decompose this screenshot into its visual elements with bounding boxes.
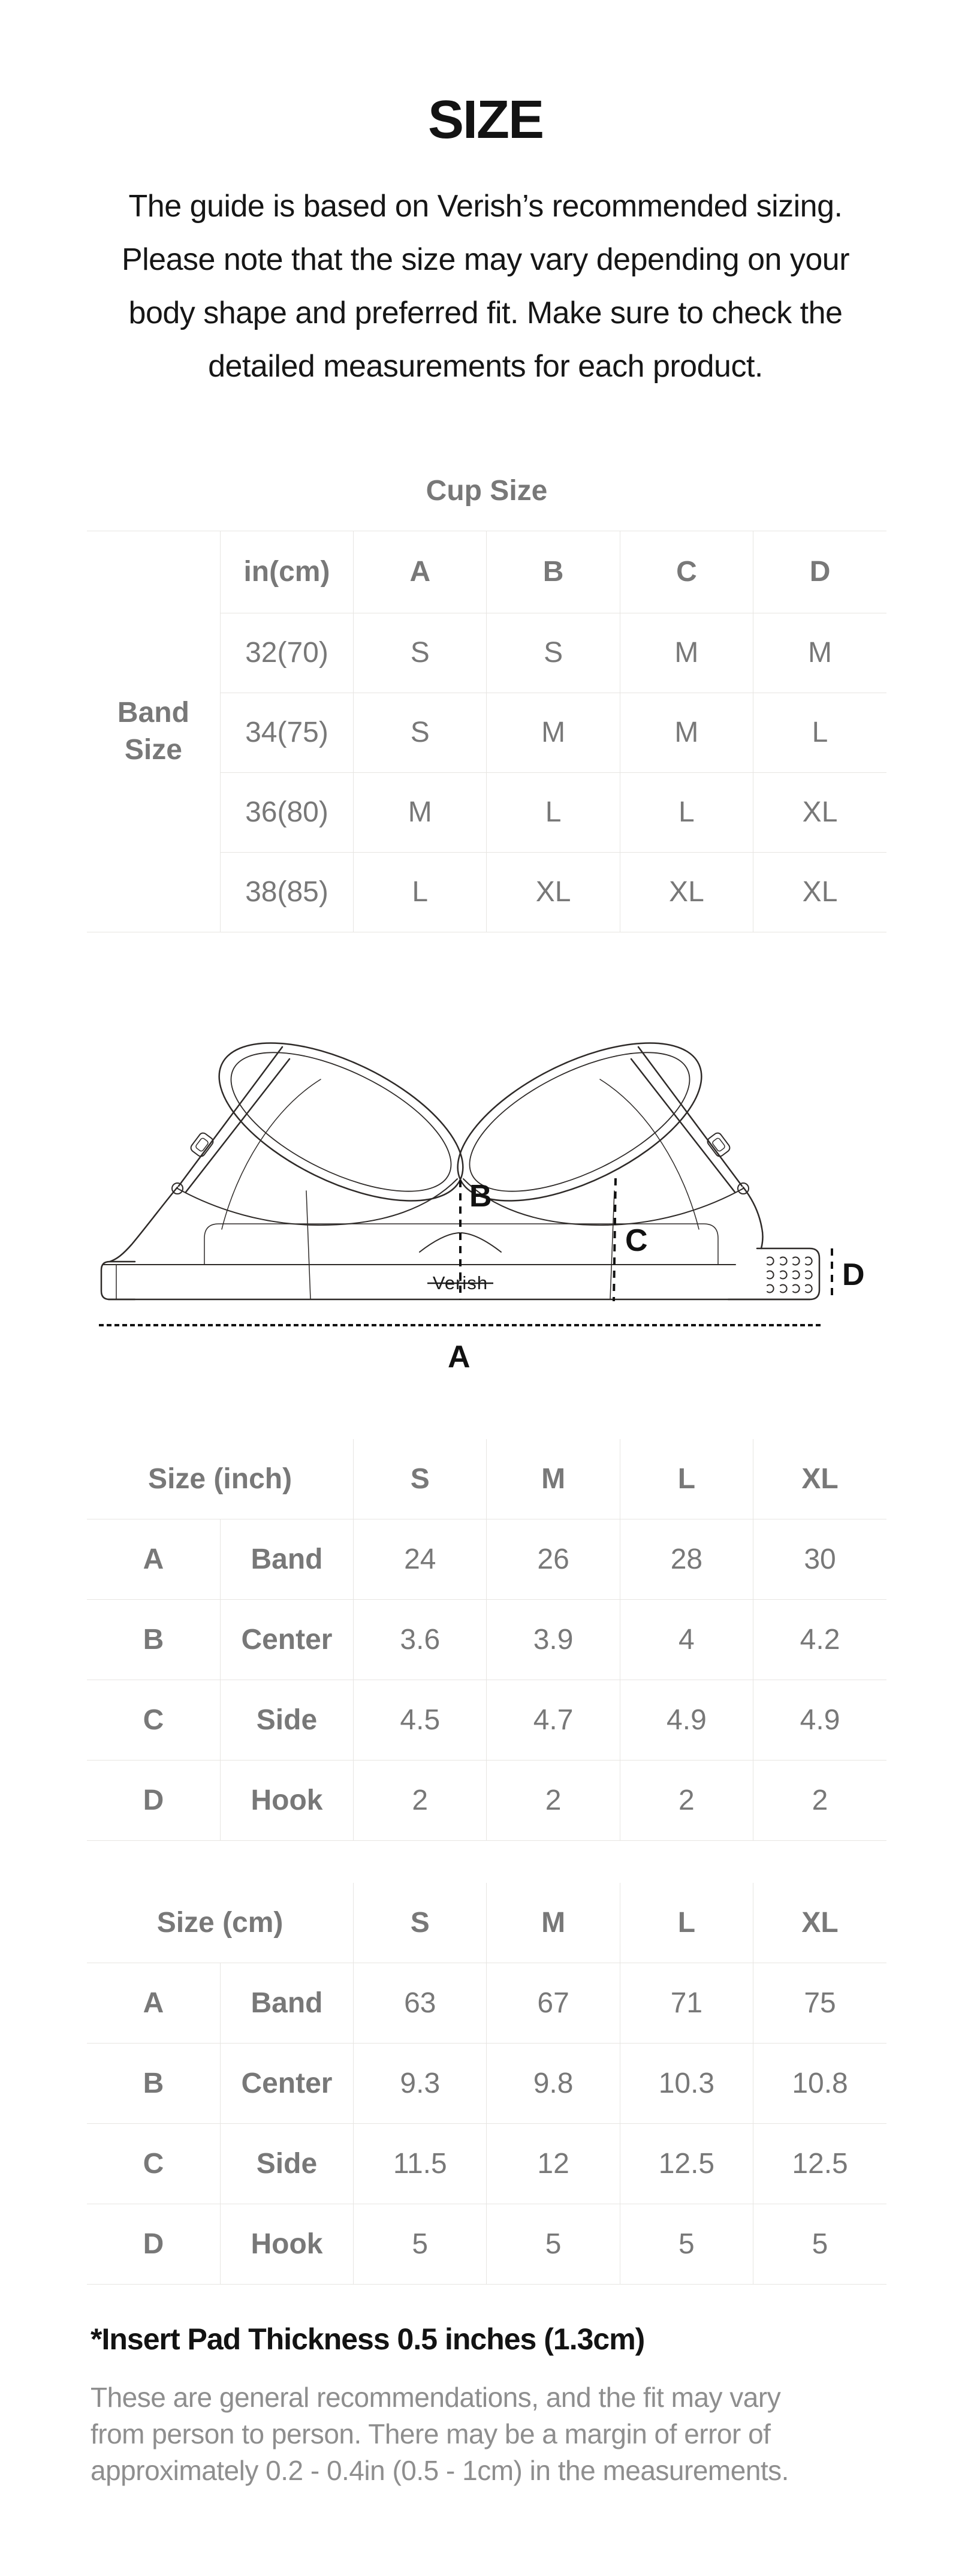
row-key: A (87, 1963, 220, 2043)
column-header: L (620, 1883, 753, 1963)
row-key: B (87, 2043, 220, 2123)
band-label: 38(85) (220, 852, 353, 932)
cell: 9.3 (354, 2043, 487, 2123)
row-key: C (87, 2123, 220, 2204)
column-header: S (354, 1883, 487, 1963)
cell: L (487, 772, 620, 852)
cell: 12.5 (620, 2123, 753, 2204)
column-header: M (487, 1439, 620, 1519)
row-name: Center (220, 2043, 353, 2123)
band-label: 36(80) (220, 772, 353, 852)
table-row (87, 1519, 886, 1599)
bra-line-art (101, 1010, 819, 1299)
intro-paragraph (0, 180, 971, 393)
cell: S (354, 613, 487, 693)
page-title: SIZE (427, 90, 544, 150)
row-key: C (87, 1680, 220, 1760)
size-cm-table (87, 1883, 886, 2285)
cell: 26 (487, 1519, 620, 1599)
cell: 12 (487, 2123, 620, 2204)
table-row (87, 1599, 886, 1680)
cell: 71 (620, 1963, 753, 2043)
cell: M (354, 772, 487, 852)
row-name: Band (220, 1519, 353, 1599)
row-name: Side (220, 1680, 353, 1760)
cell: 24 (354, 1519, 487, 1599)
cell: 4.9 (620, 1680, 753, 1760)
band-label: 32(70) (220, 613, 353, 693)
table-row (87, 1760, 886, 1840)
hook-eyelets (767, 1257, 812, 1293)
table-title: Size (cm) (87, 1883, 354, 1963)
disclaimer-line: from person to person. There may be a margin of error of (91, 2418, 771, 2449)
intro-line: Please note that the size may vary depending on your (121, 242, 850, 277)
cell: 67 (487, 1963, 620, 2043)
cell: XL (620, 852, 753, 932)
column-header: S (354, 1439, 487, 1519)
label-a: A (448, 1340, 471, 1374)
cell: 2 (354, 1760, 487, 1840)
cell: XL (753, 852, 886, 932)
column-header: XL (753, 1439, 886, 1519)
label-b: B (469, 1179, 492, 1214)
row-name: Hook (220, 1760, 353, 1840)
column-header: M (487, 1883, 620, 1963)
band-size-axis-label: Band Size (87, 531, 220, 932)
cell: 5 (753, 2204, 886, 2284)
cell: M (620, 613, 753, 693)
column-header: in(cm) (220, 531, 353, 613)
cell: 5 (487, 2204, 620, 2284)
table-row (87, 2043, 886, 2123)
cell: S (354, 693, 487, 772)
cell: XL (487, 852, 620, 932)
column-header: XL (753, 1883, 886, 1963)
intro-line: The guide is based on Verish’s recommended sizing. (128, 189, 843, 224)
cell: 30 (753, 1519, 886, 1599)
cell: 11.5 (354, 2123, 487, 2204)
column-header: L (620, 1439, 753, 1519)
cup-size-table-title: Cup Size (87, 452, 886, 531)
row-name: Hook (220, 2204, 353, 2284)
label-c: C (625, 1223, 648, 1258)
label-d: D (842, 1257, 865, 1292)
cell: L (753, 693, 886, 772)
intro-line: detailed measurements for each product. (208, 349, 763, 384)
band-label: 34(75) (220, 693, 353, 772)
cell: 3.9 (487, 1599, 620, 1680)
cell: 28 (620, 1519, 753, 1599)
disclaimer-line: approximately 0.2 - 0.4in (0.5 - 1cm) in the measurements. (91, 2455, 789, 2486)
cell: 10.8 (753, 2043, 886, 2123)
cell: 5 (620, 2204, 753, 2284)
row-name: Side (220, 2123, 353, 2204)
cell: 63 (354, 1963, 487, 2043)
row-name: Band (220, 1963, 353, 2043)
cell: 2 (487, 1760, 620, 1840)
cell: 4.5 (354, 1680, 487, 1760)
cell: L (620, 772, 753, 852)
row-key: D (87, 1760, 220, 1840)
column-header: D (753, 531, 886, 613)
cell: 4 (620, 1599, 753, 1680)
row-key: B (87, 1599, 220, 1680)
disclaimer-paragraph (91, 2379, 918, 2489)
row-key: A (87, 1519, 220, 1599)
cup-size-table (87, 452, 886, 932)
column-header: C (620, 531, 753, 613)
column-header: B (487, 531, 620, 613)
cell: 4.7 (487, 1680, 620, 1760)
cell: 4.2 (753, 1599, 886, 1680)
insert-pad-note: *Insert Pad Thickness 0.5 inches (1.3cm) (91, 2322, 645, 2356)
cell: 10.3 (620, 2043, 753, 2123)
table-row (87, 1963, 886, 2043)
size-inch-table (87, 1439, 886, 1841)
table-row (87, 2123, 886, 2204)
cell: 3.6 (354, 1599, 487, 1680)
cell: 2 (753, 1760, 886, 1840)
row-name: Center (220, 1599, 353, 1680)
cell: XL (753, 772, 886, 852)
bra-measurement-diagram (99, 989, 884, 1379)
table-row (87, 1680, 886, 1760)
cell: M (620, 693, 753, 772)
row-key: D (87, 2204, 220, 2284)
cell: M (753, 613, 886, 693)
intro-line: body shape and preferred fit. Make sure to check the (128, 296, 843, 330)
table-title: Size (inch) (87, 1439, 354, 1519)
cell: 5 (354, 2204, 487, 2284)
column-header: A (354, 531, 487, 613)
cell: 75 (753, 1963, 886, 2043)
cell: M (487, 693, 620, 772)
cell: 4.9 (753, 1680, 886, 1760)
table-row (87, 2204, 886, 2284)
cell: L (354, 852, 487, 932)
cell: 9.8 (487, 2043, 620, 2123)
verish-logo: Verish (432, 1272, 488, 1293)
cell: S (487, 613, 620, 693)
cell: 12.5 (753, 2123, 886, 2204)
cell: 2 (620, 1760, 753, 1840)
disclaimer-line: These are general recommendations, and the fit may vary (91, 2382, 781, 2413)
